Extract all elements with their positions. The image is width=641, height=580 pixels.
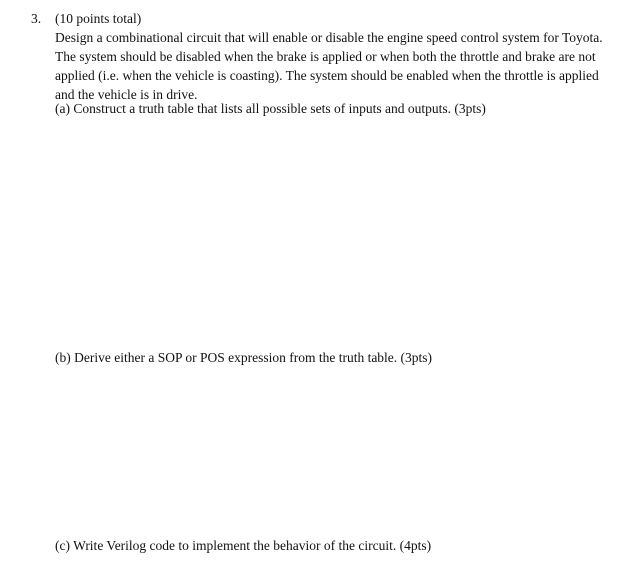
question-number: 3. [31, 11, 42, 26]
question-body [55, 9, 615, 104]
part-a-answer-space [55, 120, 615, 344]
part-c-answer-space [55, 557, 615, 577]
question-points: (10 points total) [55, 11, 142, 26]
question-prompt: Design a combinational circuit that will enable or disable the engine speed control system for Toyota. The system should be disabled when the brake is applied or when both the throttle and brake are not applied (i.e. when the vehicle is coasting). The system should be enabled when the throttle is applied and the vehicle is in drive. [55, 30, 603, 102]
part-b-prompt: (b) Derive either a SOP or POS expression from the truth table. (3pts) [55, 350, 433, 365]
part-c-prompt: (c) Write Verilog code to implement the behavior of the circuit. (4pts) [55, 538, 432, 553]
part-a-prompt: (a) Construct a truth table that lists all possible sets of inputs and outputs. (3pts) [55, 101, 486, 116]
part-b-answer-space [55, 369, 615, 533]
